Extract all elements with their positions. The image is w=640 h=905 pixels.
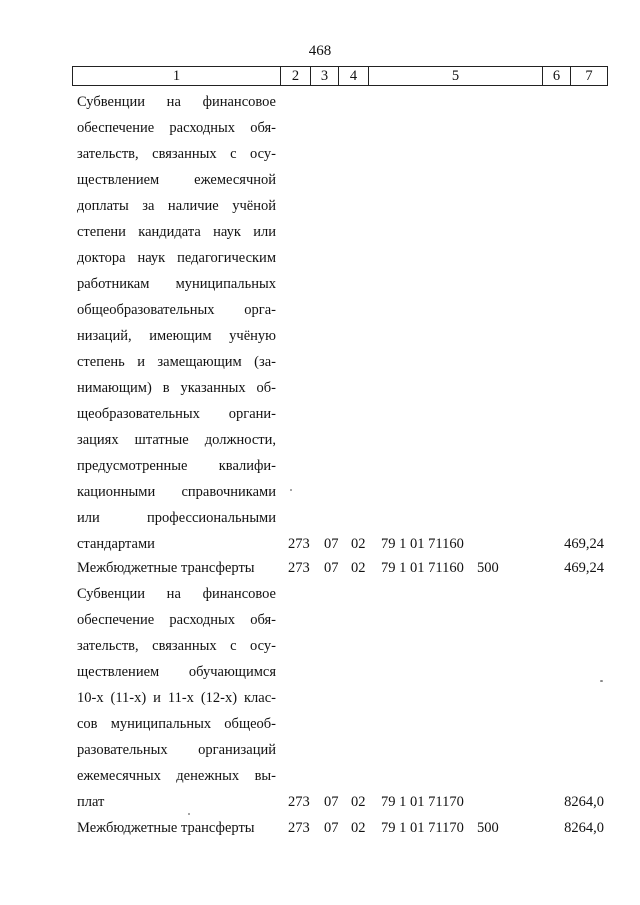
row-description bbox=[77, 89, 276, 557]
cell-c7: 469,24 bbox=[564, 536, 604, 552]
header-col-6: 6 bbox=[543, 67, 571, 85]
description-line: сов муниципальных общеоб- bbox=[77, 716, 276, 732]
cell-c5: 79 1 01 71160 bbox=[381, 560, 464, 576]
header-col-7: 7 bbox=[585, 68, 593, 84]
description-line: Межбюджетные трансферты bbox=[77, 560, 255, 576]
cell-c7: 8264,0 bbox=[564, 794, 604, 810]
description-line: кационными справочниками bbox=[77, 484, 276, 500]
cell-c2: 273 bbox=[288, 794, 310, 810]
scan-speck bbox=[188, 813, 190, 815]
description-line: ществлением ежемесячной bbox=[77, 172, 276, 188]
description-line: Субвенции на финансовое bbox=[77, 94, 276, 110]
description-line: Межбюджетные трансферты bbox=[77, 820, 255, 836]
cell-c2: 273 bbox=[288, 560, 310, 576]
description-line: зательств, связанных с осу- bbox=[77, 638, 276, 654]
description-line: общеобразовательных орга- bbox=[77, 302, 276, 318]
description-line: щеобразовательных органи- bbox=[77, 406, 276, 422]
description-line: доктора наук педагогическим bbox=[77, 250, 276, 266]
cell-c3: 07 bbox=[324, 536, 339, 552]
header-col-2: 2 bbox=[281, 67, 311, 85]
cell-c5: 79 1 01 71170 bbox=[381, 794, 464, 810]
description-line: стандартами bbox=[77, 536, 155, 552]
cell-c3: 07 bbox=[324, 794, 339, 810]
description-line: степени кандидата наук или bbox=[77, 224, 276, 240]
header-col-4: 4 bbox=[339, 67, 369, 85]
cell-c3: 07 bbox=[324, 560, 339, 576]
page-number: 468 bbox=[308, 43, 332, 59]
description-line: плат bbox=[77, 794, 105, 810]
description-line: обеспечение расходных обя- bbox=[77, 612, 276, 628]
description-line: зациях штатные должности, bbox=[77, 432, 276, 448]
cell-c4: 02 bbox=[351, 560, 366, 576]
description-line: нимающим) в указанных об- bbox=[77, 380, 276, 396]
description-line: ществлением обучающимся bbox=[77, 664, 276, 680]
header-col-5: 5 bbox=[369, 67, 543, 85]
description-line: степень и замещающим (за- bbox=[77, 354, 276, 370]
table-header-row bbox=[72, 66, 608, 86]
cell-c5: 79 1 01 71160 bbox=[381, 536, 464, 552]
description-line: ежемесячных денежных вы- bbox=[77, 768, 276, 784]
description-line: предусмотренные квалифи- bbox=[77, 458, 276, 474]
cell-c4: 02 bbox=[351, 794, 366, 810]
cell-c6: 500 bbox=[477, 820, 499, 836]
cell-c6: 500 bbox=[477, 560, 499, 576]
cell-c2: 273 bbox=[288, 820, 310, 836]
cell-c3: 07 bbox=[324, 820, 339, 836]
description-line: Субвенции на финансовое bbox=[77, 586, 276, 602]
description-line: разовательных организаций bbox=[77, 742, 276, 758]
description-line: низаций, имеющим учёную bbox=[77, 328, 276, 344]
row-description bbox=[77, 815, 276, 841]
cell-c5: 79 1 01 71170 bbox=[381, 820, 464, 836]
cell-c4: 02 bbox=[351, 820, 366, 836]
description-line: или профессиональными bbox=[77, 510, 276, 526]
description-line: работникам муниципальных bbox=[77, 276, 276, 292]
row-description bbox=[77, 555, 276, 581]
description-line: зательств, связанных с осу- bbox=[77, 146, 276, 162]
cell-c7: 8264,0 bbox=[564, 820, 604, 836]
scan-speck bbox=[600, 680, 603, 682]
description-line: доплаты за наличие учёной bbox=[77, 198, 276, 214]
header-col-1: 1 bbox=[73, 67, 281, 85]
cell-c7: 469,24 bbox=[564, 560, 604, 576]
cell-c4: 02 bbox=[351, 536, 366, 552]
description-line: 10-х (11-х) и 11-х (12-х) клас- bbox=[77, 690, 276, 706]
scan-speck bbox=[290, 489, 292, 491]
description-line: обеспечение расходных обя- bbox=[77, 120, 276, 136]
cell-c2: 273 bbox=[288, 536, 310, 552]
header-col-3: 3 bbox=[311, 67, 339, 85]
row-description bbox=[77, 581, 276, 815]
